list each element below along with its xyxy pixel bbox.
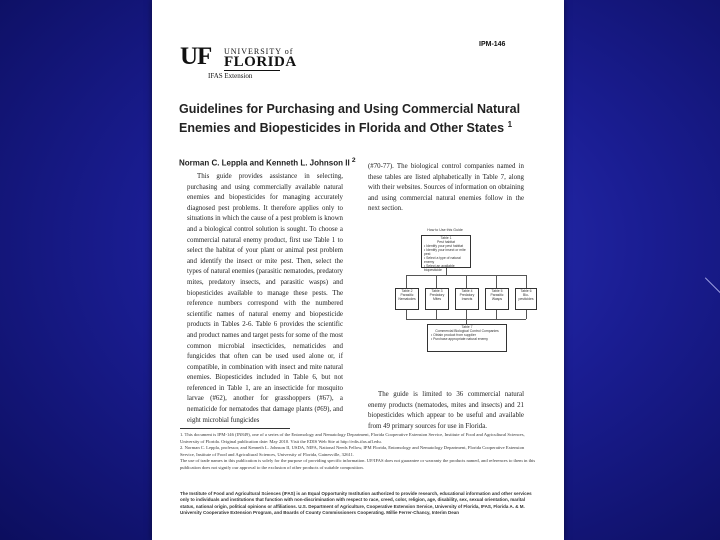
flowchart-box-table3 (425, 288, 449, 310)
flowchart-box-table5 (485, 288, 509, 310)
right-column-intro: (#70-77). The biological control companies named in these tables are listed alphabetically in Table 7, along with their websites. Sources of information on obtaining and using commercial natural enemies follow in the next section. (368, 163, 524, 213)
table1-item: • Select a type of natural enemy (424, 256, 461, 264)
table7-subtitle: Commercial Biological Control Companies (435, 329, 499, 333)
left-column-text: This guide provides assistance in selecting, purchasing and using commercially available natural enemies and biopesticides for managing accurately diagnosed pest problems. It therefore applies only to situations in which the cause of a pest problem is known and a biological control solution is sought. To choose a commercial natural enemy product, first use Table 1 to select the habitat of your plant or animal pest problem and identify the insect or mite pest. Then, select the types of natural enemies (parasitic nematodes, predatory mites, predatory insects, and parasitic wasps) and biopesticides available to manage these pests. The reference numbers correspond with the numbered scientific names of natural enemy and biopesticide products in Tables 2-6. Table 6 provides the scientific and product names and target pests for some of the most common microbial insecticides, nematicides and fungicides that often can be used used alone or, if compatible, in combination with insect and mite natural enemies. Biopesticides included in Table 6, but not referenced in Table 1, are an insecticide for mosquito larvae (#62), another for grasshoppers (#67), a nematicide for nematodes that damage plants (#69), and eight microbial fungicides (187, 173, 343, 424)
table7-title: Table 7 (461, 325, 473, 329)
logo-uf: UF (180, 43, 212, 70)
table-name: Table 5 (491, 289, 503, 293)
footnote: 2. Norman C. Leppla, professor, and Kenneth L. Johnson II, USDA, NIFA, National Needs Fellow, IPM Florida, Entomology and Nematology Department, Florida Cooperative Extension Service, Institute of Food and Agricultural Sciences, University of Florida, Gainesville, 32611. (180, 445, 525, 457)
flowchart-box-table7 (427, 324, 507, 352)
decorative-line (705, 277, 720, 293)
flowchart-title: How to Use this Guide (427, 228, 463, 232)
connector (496, 275, 497, 288)
connector (466, 275, 467, 288)
connector (466, 310, 467, 319)
table-desc: Parasitic Wasps (490, 293, 504, 301)
table-desc: Predatory Insects (459, 293, 475, 301)
table1-item: • Identify your insect or mite pest (424, 248, 466, 256)
document-number: IPM-146 (479, 41, 506, 48)
flowchart-box-table6 (515, 288, 537, 310)
table-name: Table 3 (431, 289, 443, 293)
title-footnote-ref: 1 (507, 120, 513, 129)
guide-flowchart (395, 228, 535, 358)
logo-university-of: UNIVERSITY of (224, 47, 294, 56)
table-name: Table 6 (520, 289, 532, 293)
authors (179, 157, 356, 168)
table1-title: Table 1 (440, 236, 452, 240)
table-desc: Parasitic Nematodes (398, 293, 416, 301)
title-text: Guidelines for Purchasing and Using Commercial Natural Enemies and Biopesticides in Florida and Other States (179, 102, 521, 136)
table-name: Table 2 (401, 289, 413, 293)
connector (496, 310, 497, 319)
table7-item: • Purchase appropriate natural enemy (431, 337, 488, 341)
connector (446, 268, 447, 275)
footnote: The use of trade names in this publication is solely for the purpose of providing specific information. UF/IFAS does not guarantee or warranty the products named, and references to them in this publication does not signify our approval to the exclusion of other products of suitable composition. (180, 458, 536, 470)
logo-rule (224, 70, 280, 71)
table-desc: Bio-pesticides (518, 293, 534, 301)
authors-footnote-ref: 2 (351, 157, 356, 164)
table-name: Table 4 (461, 289, 473, 293)
footnote: 1. This document is IPM-146 (IN849), one of a series of the Entomology and Nematology Department, Florida Cooperative Extension Service, Institute of Food and Agricultural Sciences, University of Florida. Original publication date: May 2010. Visit the EDIS Web Site at http://edis.ifas.ufl.edu. (180, 432, 525, 444)
table-desc: Predatory Mites (429, 293, 445, 301)
logo-ifas-extension: IFAS Extension (208, 72, 253, 80)
document-page (152, 0, 564, 540)
connector (436, 310, 437, 319)
connector (406, 275, 407, 288)
table1-subtitle: Pest habitat (437, 240, 455, 244)
footnotes (180, 432, 536, 472)
flowchart-box-table4 (455, 288, 479, 310)
authors-text: Norman C. Leppla and Kenneth L. Johnson II (179, 158, 350, 168)
right-column-summary: The guide is limited to 36 commercial natural enemy products (nematodes, mites and insects) and 21 biopesticides which appear to be useful and available from 49 primary sources for use in Florida. (368, 391, 524, 430)
connector (526, 275, 527, 288)
table1-item: • Select an available biopesticide (424, 264, 455, 272)
flowchart-box-table1 (421, 235, 471, 272)
logo-florida: FLORIDA (224, 54, 297, 70)
connector (406, 310, 407, 319)
footnote-divider (180, 428, 290, 429)
table1-item: • Identify your pest habitat (424, 244, 464, 248)
document-title (179, 101, 529, 136)
flowchart-box-table2 (395, 288, 419, 310)
connector (436, 275, 437, 288)
connector (526, 310, 527, 319)
ifas-disclaimer: The Institute of Food and Agricultural Sciences (IFAS) is an Equal Opportunity Institution authorized to provide research, educational information and other services only to individuals and institutions that function with non-discrimination with respect to race, creed, color, religion, age, disability, sex, sexual orientation, marital status, national origin, political opinions or affiliations. U.S. Department of Agriculture, Cooperative Extension Service, University of Florida, IFAS, Florida A. & M. University Cooperative Extension Program, and Boards of County Commissioners Cooperating. Millie Ferrer-Chancy, Interim Dean (180, 491, 532, 516)
table7-item: • Obtain product from supplier (431, 333, 476, 337)
